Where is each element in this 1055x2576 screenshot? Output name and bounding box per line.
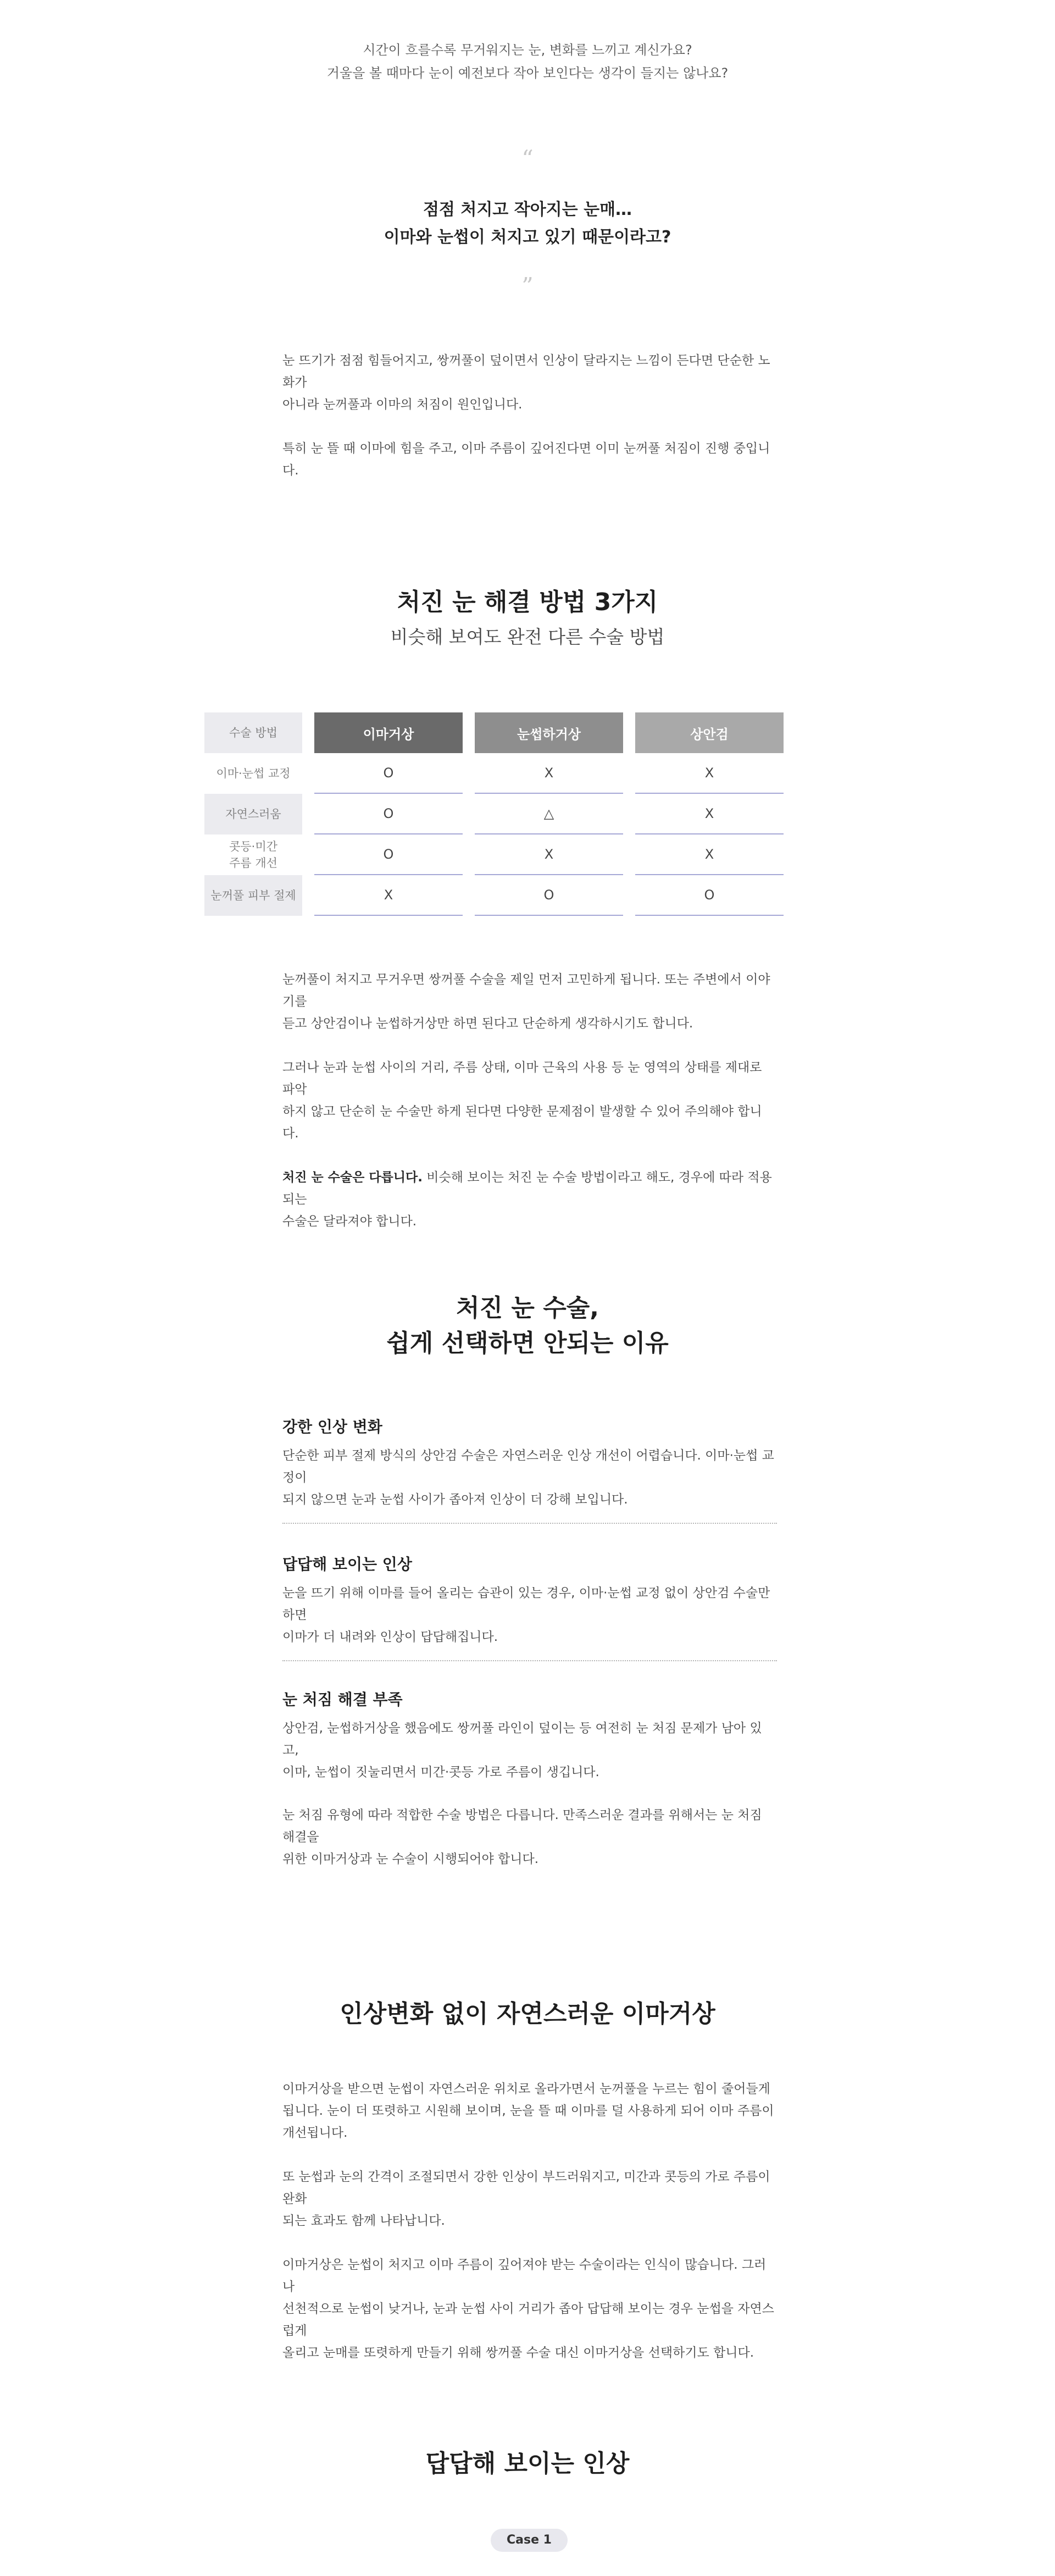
methods-p1-line-1: 눈꺼풀이 처지고 무거우면 쌍꺼풀 수술을 제일 먼저 고민하게 됩니다. 또는 주변에서 이야기를 xyxy=(282,972,770,1009)
table-cell: X xyxy=(314,875,463,916)
table-cell: X xyxy=(475,834,623,875)
natural-p3-line-3: 올리고 눈매를 또렷하게 만들기 위해 쌍꺼풀 수술 대신 이마거상을 선택하기도 합니다. xyxy=(282,2346,754,2360)
close-quote-icon: ” xyxy=(521,273,534,300)
natural-p3-line-1: 이마거상은 눈썹이 처지고 이마 주름이 깊어져야 받는 수술이라는 인식이 많습니다. 그러나 xyxy=(282,2258,767,2294)
reason-heading: 눈 처짐 해결 부족 xyxy=(282,1690,403,1709)
open-quote-icon: “ xyxy=(521,145,534,172)
table-cell: X xyxy=(635,794,784,834)
quote-line-2: 이마와 눈썹이 처지고 있기 때문이라고? xyxy=(384,228,671,247)
table-header-row xyxy=(204,712,784,753)
methods-title: 처진 눈 해결 방법 3가지 xyxy=(397,588,658,616)
natural-p2-line-1: 또 눈썹과 눈의 간격이 조절되면서 강한 인상이 부드러워지고, 미간과 콧등의 가로 주름이 완화 xyxy=(282,2170,770,2206)
natural-p1-line-2: 됩니다. 눈이 더 또렷하고 시원해 보이며, 눈을 뜰 때 이마를 덜 사용하게 되어 이마 주름이 xyxy=(282,2104,774,2118)
table-cell: O xyxy=(314,794,463,834)
reason-text xyxy=(282,1445,777,1511)
methods-p3-rest: 비슷해 보이는 처진 눈 수술 방법이라고 해도, 경우에 따라 적용되는 xyxy=(282,1170,772,1207)
dotted-divider xyxy=(282,1523,777,1524)
reason-text-line-1: 눈을 뜨기 위해 이마를 들어 올리는 습관이 있는 경우, 이마·눈썹 교정 없이 상안검 수술만 하면 xyxy=(282,1586,770,1622)
reason-text-line-2: 이마, 눈썹이 짓눌리면서 미간·콧등 가로 주름이 생깁니다. xyxy=(282,1765,599,1779)
methods-body xyxy=(282,969,777,1232)
row-label: 눈꺼풀 피부 절제 xyxy=(204,875,302,916)
row-label xyxy=(204,834,302,875)
natural-p1-line-1: 이마거상을 받으면 눈썹이 자연스러운 위치로 올라가면서 눈꺼풀을 누르는 힘이 줄어들게 xyxy=(282,2082,770,2096)
row-label-line-1: 콧등·미간 xyxy=(229,840,277,853)
table-cell: X xyxy=(475,753,623,794)
table-cell: O xyxy=(475,875,623,916)
natural-body xyxy=(282,2078,777,2364)
reason-text-line-1: 단순한 피부 절제 방식의 상안검 수술은 자연스러운 인상 개선이 어렵습니다. 이마·눈썹 교정이 xyxy=(282,1449,774,1485)
quote-line-1: 점점 처지고 작아지는 눈매… xyxy=(423,200,632,219)
reason-item xyxy=(282,1552,777,1648)
reason-text-line-1: 상안검, 눈썹하거상을 했음에도 쌍꺼풀 라인이 덮이는 등 여전히 눈 처짐 문제가 남아 있고, xyxy=(282,1721,762,1757)
table-row xyxy=(204,834,784,875)
reason-heading: 답답해 보이는 인상 xyxy=(282,1555,412,1573)
reason-text-line-2: 이마가 더 내려와 인상이 답답해집니다. xyxy=(282,1630,498,1644)
reason-item xyxy=(282,1688,777,1783)
methods-p1-line-2: 듣고 상안검이나 눈썹하거상만 하면 된다고 단순하게 생각하시기도 합니다. xyxy=(282,1016,693,1031)
case-section-title: 답답해 보이는 인상 xyxy=(425,2450,630,2478)
caution-title-line-1: 처진 눈 수술, xyxy=(456,1294,599,1322)
intro-text xyxy=(0,38,1055,85)
column-header-upper-blepharoplasty: 상안검 xyxy=(635,712,784,753)
intro-line-1: 시간이 흐를수록 무거워지는 눈, 변화를 느끼고 계신가요? xyxy=(363,42,692,58)
table-row xyxy=(204,794,784,834)
row-label-line-2: 주름 개선 xyxy=(229,856,277,870)
table-cell: O xyxy=(635,875,784,916)
natural-title: 인상변화 없이 자연스러운 이마거상 xyxy=(340,2000,715,2028)
caution-title xyxy=(0,1291,1055,1361)
natural-p1-line-3: 개선됩니다. xyxy=(282,2126,348,2140)
caution-summary xyxy=(282,1804,777,1870)
table-cell: X xyxy=(635,834,784,875)
caution-summary-line-1: 눈 처짐 유형에 따라 적합한 수술 방법은 다릅니다. 만족스러운 결과를 위해서는 눈 처짐 해결을 xyxy=(282,1808,762,1844)
intro-p1-line-2: 아니라 눈꺼풀과 이마의 처짐이 원인입니다. xyxy=(282,397,523,412)
methods-p2-line-2: 하지 않고 단순히 눈 수술만 하게 된다면 다양한 문제점이 발생할 수 있어 주의해야 합니다. xyxy=(282,1104,762,1141)
intro-paragraph-1 xyxy=(282,350,777,416)
intro-paragraph-2: 특히 눈 뜰 때 이마에 힘을 주고, 이마 주름이 깊어진다면 이미 눈꺼풀 처짐이 진행 중입니다. xyxy=(282,441,770,478)
methods-paragraph-3 xyxy=(282,1167,777,1232)
quote-title xyxy=(0,196,1055,251)
row-label: 자연스러움 xyxy=(204,794,302,834)
methods-p2-line-1: 그러나 눈과 눈썹 사이의 거리, 주름 상태, 이마 근육의 사용 등 눈 영역의 상태를 제대로 파악 xyxy=(282,1060,762,1097)
natural-p2-line-2: 되는 효과도 함께 나타납니다. xyxy=(282,2214,445,2228)
table-row xyxy=(204,753,784,794)
comparison-table xyxy=(204,712,784,916)
caution-summary-line-2: 위한 이마거상과 눈 수술이 시행되어야 합니다. xyxy=(282,1852,539,1866)
column-header-brow-lift: 눈썹하거상 xyxy=(475,712,623,753)
intro-line-2: 거울을 볼 때마다 눈이 예전보다 작아 보인다는 생각이 들지는 않나요? xyxy=(326,65,729,81)
table-row xyxy=(204,875,784,916)
natural-p3-line-2: 선천적으로 눈썹이 낮거나, 눈과 눈썹 사이 거리가 좁아 답답해 보이는 경우 눈썹을 자연스럽게 xyxy=(282,2302,774,2338)
reason-heading: 강한 인상 변화 xyxy=(282,1418,382,1436)
row-label: 이마·눈썹 교정 xyxy=(204,753,302,794)
intro-body xyxy=(282,350,777,482)
dotted-divider xyxy=(282,1660,777,1661)
table-corner-label: 수술 방법 xyxy=(204,712,302,753)
case-badge: Case 1 xyxy=(491,2529,568,2552)
table-cell: O xyxy=(314,834,463,875)
reason-item xyxy=(282,1415,777,1511)
table-cell: O xyxy=(314,753,463,794)
reason-text xyxy=(282,1717,777,1783)
table-cell: △ xyxy=(475,794,623,834)
methods-paragraph-2 xyxy=(282,1057,777,1145)
column-header-forehead-lift: 이마거상 xyxy=(314,712,463,753)
table-cell: X xyxy=(635,753,784,794)
intro-p1-line-1: 눈 뜨기가 점점 힘들어지고, 쌍꺼풀이 덮이면서 인상이 달라지는 느낌이 든다면 단순한 노화가 xyxy=(282,353,770,390)
reason-text xyxy=(282,1582,777,1648)
caution-summary-paragraph xyxy=(282,1804,777,1870)
natural-paragraph-1 xyxy=(282,2078,777,2144)
methods-subtitle: 비슷해 보여도 완전 다른 수술 방법 xyxy=(390,626,665,648)
methods-p3-emphasis: 처진 눈 수술은 다릅니다. xyxy=(282,1170,423,1185)
methods-p3-line-2: 수술은 달라져야 합니다. xyxy=(282,1214,417,1229)
caution-title-line-2: 쉽게 선택하면 안되는 이유 xyxy=(386,1329,669,1357)
natural-paragraph-2 xyxy=(282,2166,777,2232)
natural-paragraph-3 xyxy=(282,2254,777,2364)
reason-text-line-2: 되지 않으면 눈과 눈썹 사이가 좁아져 인상이 더 강해 보입니다. xyxy=(282,1492,628,1507)
methods-paragraph-1 xyxy=(282,969,777,1035)
